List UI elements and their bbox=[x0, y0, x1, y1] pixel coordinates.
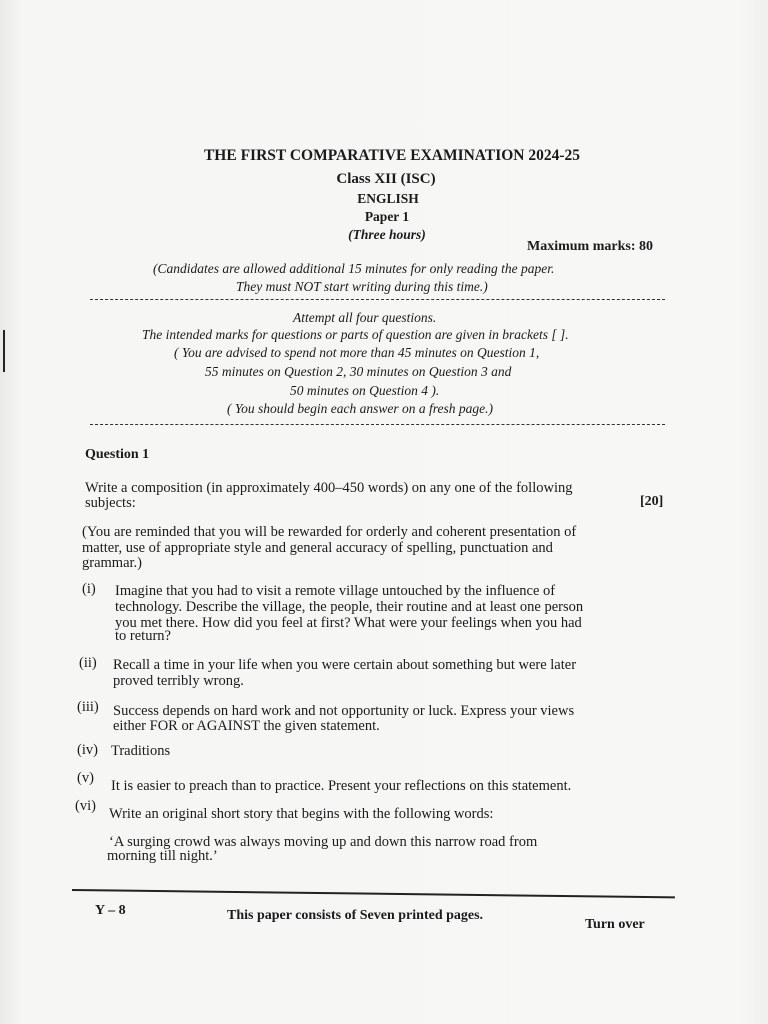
page-edge-mark bbox=[3, 330, 5, 372]
option-number: (v) bbox=[77, 770, 94, 786]
option-number: (iii) bbox=[77, 699, 99, 715]
duration-label: (Three hours) bbox=[348, 227, 426, 242]
option-text-line: Recall a time in your life when you were certain about something but were later bbox=[113, 657, 577, 673]
paper-code: Y – 8 bbox=[95, 903, 126, 918]
option-text-line: to return? bbox=[115, 628, 171, 644]
story-quote-line-2: morning till night.’ bbox=[107, 848, 218, 864]
option-number: (iv) bbox=[77, 742, 98, 758]
instruction-line-3: ( You are advised to spend not more than 45 minutes on Question 1, bbox=[174, 345, 540, 360]
option-number: (i) bbox=[82, 581, 96, 597]
dashed-divider-top bbox=[90, 299, 665, 300]
question-marks: [20] bbox=[640, 494, 664, 509]
question-prompt-line-1: Write a composition (in approximately 400–450 words) on any one of the following bbox=[85, 480, 573, 496]
option-text-line: Write an original short story that begins with the following words: bbox=[109, 806, 494, 822]
class-label: Class XII (ISC) bbox=[336, 171, 436, 187]
subject-label: ENGLISH bbox=[357, 191, 419, 206]
instruction-line-2: The intended marks for questions or parts of question are given in brackets [ ]. bbox=[142, 327, 569, 342]
reminder-line-1: (You are reminded that you will be rewarded for orderly and coherent presentation of bbox=[82, 524, 577, 540]
story-quote-line-1: ‘A surging crowd was always moving up and down this narrow road from bbox=[109, 834, 538, 850]
reading-note-line-2: They must NOT start writing during this time.) bbox=[236, 279, 488, 294]
instruction-line-6: ( You should begin each answer on a fresh page.) bbox=[227, 401, 493, 416]
reading-note-line-1: (Candidates are allowed additional 15 minutes for only reading the paper. bbox=[153, 261, 555, 276]
option-text-line: either FOR or AGAINST the given statement. bbox=[113, 718, 380, 734]
option-text-line: technology. Describe the village, the people, their routine and at least one person bbox=[115, 599, 584, 615]
footer-rule bbox=[72, 889, 675, 898]
option-text-line: Success depends on hard work and not opportunity or luck. Express your views bbox=[113, 703, 575, 719]
paper-label: Paper 1 bbox=[364, 209, 410, 224]
dashed-divider-bottom bbox=[90, 424, 665, 425]
option-number: (vi) bbox=[75, 798, 96, 814]
reminder-line-3: grammar.) bbox=[82, 555, 142, 571]
option-text-line: you met there. How did you feel at first? What were your feelings when you had bbox=[115, 615, 582, 631]
option-number: (ii) bbox=[79, 655, 97, 671]
reminder-line-2: matter, use of appropriate style and general accuracy of spelling, punctuation and bbox=[82, 540, 553, 556]
exam-title: THE FIRST COMPARATIVE EXAMINATION 2024-25 bbox=[203, 147, 581, 164]
pages-note: This paper consists of Seven printed pages. bbox=[227, 908, 484, 923]
maximum-marks: Maximum marks: 80 bbox=[527, 239, 653, 254]
instruction-line-5: 50 minutes on Question 4 ). bbox=[290, 383, 440, 398]
option-text-line: proved terribly wrong. bbox=[113, 673, 244, 689]
turn-over-label: Turn over bbox=[585, 917, 645, 932]
question-1-heading: Question 1 bbox=[85, 447, 150, 462]
question-prompt-line-2: subjects: bbox=[85, 495, 136, 511]
option-text-line: Traditions bbox=[111, 743, 171, 759]
instruction-line-4: 55 minutes on Question 2, 30 minutes on Question 3 and bbox=[205, 364, 512, 379]
instruction-line-1: Attempt all four questions. bbox=[293, 310, 437, 325]
option-text-line: Imagine that you had to visit a remote village untouched by the influence of bbox=[115, 583, 556, 599]
option-text-line: It is easier to preach than to practice. Present your reflections on this statement. bbox=[111, 778, 572, 794]
